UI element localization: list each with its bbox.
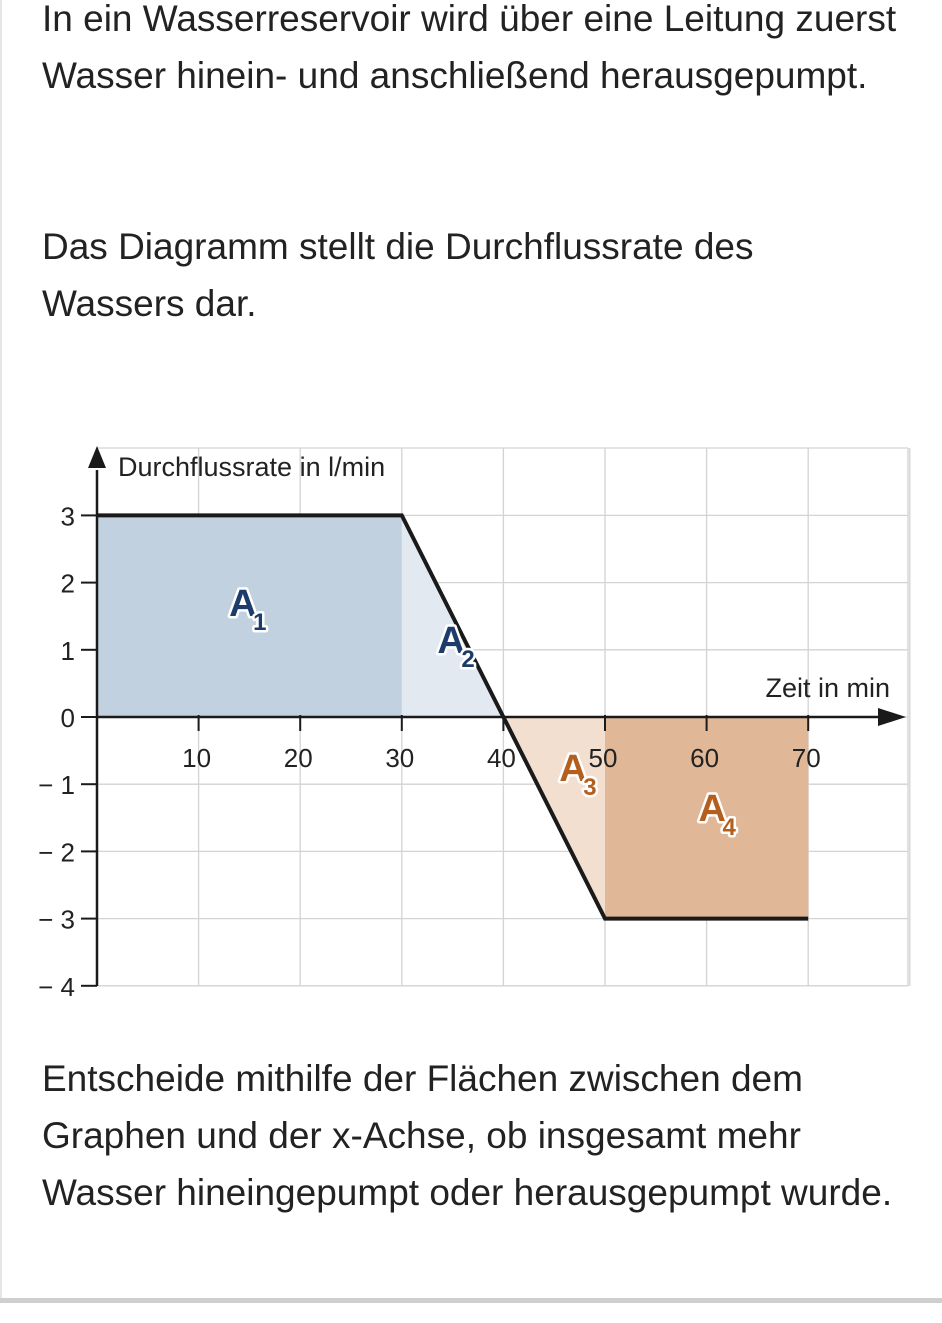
region-label-a4: A [698,788,726,831]
x-tick-label: 40 [486,743,516,773]
y-tick-label: − 2 [38,837,75,868]
y-tick-label: 0 [60,703,75,733]
x-tick-label: 60 [690,743,720,773]
y-tick-label: 1 [60,635,75,666]
x-tick-label: 70 [791,743,821,773]
y-tick-label: 3 [60,501,75,532]
y-tick-label: − 4 [38,971,75,1002]
region-label-a1: A [229,583,257,626]
bottom-divider [0,1298,942,1303]
y-axis-label: Durchflussrate in l/min [118,452,386,482]
y-axis-arrow-icon [88,446,106,468]
x-axis-label: Zeit in min [765,673,890,703]
x-axis-arrow-icon [878,708,906,726]
region-label-subscript-2: 2 [461,646,475,674]
x-tick-label: 50 [588,743,618,773]
region-label-subscript-3: 3 [583,773,597,801]
region-label-a2: A [437,620,465,663]
y-tick-label: − 3 [38,904,75,935]
region-label-a3: A [559,747,587,790]
diagram-description: Das Diagramm stellt die Durchflussrate des Wassers dar. [42,226,754,324]
y-tick-label: 2 [60,568,75,599]
y-tick-label: − 1 [38,770,75,801]
x-tick-label: 20 [283,743,313,773]
x-tick-label: 30 [385,743,415,773]
question-text: Entscheide mithilfe der Flächen zwischen dem Graphen und der x-Achse, ob insgesamt mehr Wasser hineingepumpt oder herausgepumpt wurde. [42,1058,893,1213]
region-label-subscript-1: 1 [253,609,267,637]
x-tick-label: 10 [182,743,212,773]
intro-text: In ein Wasserreservoir wird über eine Leitung zuerst Wasser hinein- und anschließend herausgepumpt. [42,0,897,96]
flow-rate-chart [0,430,942,1010]
chart-svg [0,430,942,1010]
region-label-subscript-4: 4 [722,814,736,842]
